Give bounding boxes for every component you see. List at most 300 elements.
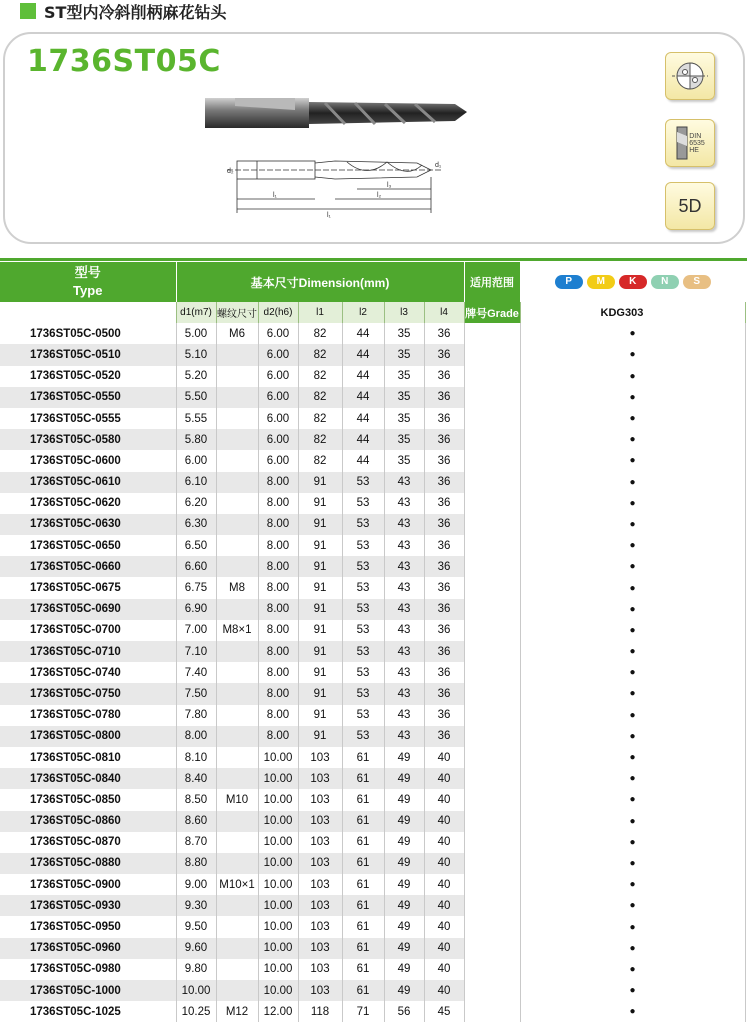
table-row (0, 556, 745, 577)
l2-cell: 53 (342, 556, 384, 577)
d1-cell: 9.30 (176, 895, 216, 916)
model-code: 1736ST05C (27, 44, 221, 79)
thread-cell (216, 853, 258, 874)
type-cell: 1736ST05C-1025 (0, 1001, 176, 1022)
thread-cell: M8 (216, 577, 258, 598)
d1-cell: 6.90 (176, 599, 216, 620)
l2-cell: 61 (342, 895, 384, 916)
thread-cell (216, 387, 258, 408)
grade-mark-cell: ● (520, 683, 745, 704)
l3-cell: 35 (384, 429, 424, 450)
grade-mark-cell: ● (520, 408, 745, 429)
grade-mark-cell: ● (520, 366, 745, 387)
type-cell: 1736ST05C-0510 (0, 344, 176, 365)
thread-cell: M6 (216, 323, 258, 344)
application-blank-cell (464, 959, 520, 980)
l1-cell: 91 (298, 535, 342, 556)
svg-text:l₂: l₂ (377, 192, 382, 199)
l1-cell: 82 (298, 450, 342, 471)
type-cell: 1736ST05C-0690 (0, 599, 176, 620)
din-shank-icon (665, 119, 715, 167)
col-thread: 螺纹尺寸 (216, 302, 258, 323)
grade-mark-cell: ● (520, 747, 745, 768)
application-blank-cell (464, 705, 520, 726)
grade-mark-cell: ● (520, 726, 745, 747)
l3-cell: 49 (384, 747, 424, 768)
l4-cell: 36 (424, 366, 464, 387)
application-blank-cell (464, 768, 520, 789)
table-row (0, 344, 745, 365)
l1-cell: 91 (298, 641, 342, 662)
l3-cell: 35 (384, 366, 424, 387)
d1-cell: 9.80 (176, 959, 216, 980)
d2-cell: 10.00 (258, 938, 298, 959)
table-row (0, 662, 745, 683)
d1-cell: 6.20 (176, 493, 216, 514)
type-cell: 1736ST05C-0580 (0, 429, 176, 450)
l3-cell: 49 (384, 811, 424, 832)
grade-label: 牌号Grade (464, 302, 520, 323)
grade-mark-cell: ● (520, 514, 745, 535)
table-row (0, 599, 745, 620)
type-cell: 1736ST05C-0750 (0, 683, 176, 704)
l3-cell: 35 (384, 408, 424, 429)
l4-cell: 36 (424, 514, 464, 535)
application-blank-cell (464, 916, 520, 937)
d1-cell: 10.25 (176, 1001, 216, 1022)
thread-cell (216, 726, 258, 747)
application-blank-cell (464, 429, 520, 450)
col-l1: l1 (298, 302, 342, 323)
l2-cell: 61 (342, 938, 384, 959)
d2-cell: 10.00 (258, 874, 298, 895)
d2-cell: 6.00 (258, 387, 298, 408)
application-blank-cell (464, 789, 520, 810)
column-header-row (0, 302, 745, 323)
type-cell: 1736ST05C-0500 (0, 323, 176, 344)
din-suffix: HE (689, 146, 699, 154)
spec-table (0, 262, 746, 1022)
d2-cell: 10.00 (258, 811, 298, 832)
d2-cell: 8.00 (258, 641, 298, 662)
l2-cell: 53 (342, 705, 384, 726)
type-subheader-blank (0, 302, 176, 323)
l4-cell: 40 (424, 874, 464, 895)
l2-cell: 61 (342, 980, 384, 1001)
thread-cell (216, 408, 258, 429)
d1-cell: 6.60 (176, 556, 216, 577)
material-pill-m: M (587, 275, 615, 289)
type-cell: 1736ST05C-0610 (0, 472, 176, 493)
type-cell: 1736ST05C-0880 (0, 853, 176, 874)
l1-cell: 91 (298, 472, 342, 493)
grade-mark-cell: ● (520, 450, 745, 471)
l2-cell: 61 (342, 747, 384, 768)
type-cell: 1736ST05C-0620 (0, 493, 176, 514)
l4-cell: 36 (424, 472, 464, 493)
l2-cell: 61 (342, 874, 384, 895)
type-cell: 1736ST05C-0800 (0, 726, 176, 747)
application-blank-cell (464, 895, 520, 916)
type-cell: 1736ST05C-0840 (0, 768, 176, 789)
d1-cell: 7.10 (176, 641, 216, 662)
l3-cell: 43 (384, 577, 424, 598)
five-d-length-icon (665, 182, 715, 230)
table-row (0, 450, 745, 471)
l1-cell: 103 (298, 895, 342, 916)
table-row (0, 387, 745, 408)
thread-cell (216, 959, 258, 980)
application-blank-cell (464, 344, 520, 365)
type-cell: 1736ST05C-0850 (0, 789, 176, 810)
thread-cell (216, 450, 258, 471)
l2-cell: 53 (342, 641, 384, 662)
table-row (0, 429, 745, 450)
l4-cell: 40 (424, 938, 464, 959)
grade-mark-cell: ● (520, 493, 745, 514)
table-row (0, 832, 745, 853)
l1-cell: 91 (298, 726, 342, 747)
dimension-header: 基本尺寸Dimension(mm) (176, 262, 464, 302)
l3-cell: 49 (384, 789, 424, 810)
table-row (0, 577, 745, 598)
table-row (0, 620, 745, 641)
application-blank-cell (464, 599, 520, 620)
application-blank-cell (464, 874, 520, 895)
d1-cell: 8.10 (176, 747, 216, 768)
table-row (0, 789, 745, 810)
d2-cell: 8.00 (258, 493, 298, 514)
application-blank-cell (464, 493, 520, 514)
d2-cell: 8.00 (258, 577, 298, 598)
d2-cell: 10.00 (258, 789, 298, 810)
table-row (0, 323, 745, 344)
d2-cell: 10.00 (258, 916, 298, 937)
l1-cell: 91 (298, 620, 342, 641)
table-row (0, 768, 745, 789)
d1-cell: 5.10 (176, 344, 216, 365)
table-row (0, 959, 745, 980)
l1-cell: 91 (298, 556, 342, 577)
type-cell: 1736ST05C-0660 (0, 556, 176, 577)
d2-cell: 8.00 (258, 514, 298, 535)
thread-cell (216, 747, 258, 768)
grade-mark-cell: ● (520, 811, 745, 832)
application-header: 适用范围 (464, 262, 520, 302)
header-row (0, 262, 745, 302)
l1-cell: 91 (298, 662, 342, 683)
col-l4: l4 (424, 302, 464, 323)
application-blank-cell (464, 938, 520, 959)
l1-cell: 91 (298, 493, 342, 514)
application-blank-cell (464, 535, 520, 556)
l2-cell: 71 (342, 1001, 384, 1022)
l4-cell: 40 (424, 895, 464, 916)
page-title: ST型内冷斜削柄麻花钻头 (44, 2, 227, 22)
thread-cell: M10 (216, 789, 258, 810)
table-row (0, 747, 745, 768)
type-cell: 1736ST05C-0600 (0, 450, 176, 471)
application-blank-cell (464, 514, 520, 535)
table-row (0, 853, 745, 874)
din-number: 6535 (689, 139, 705, 147)
application-blank-cell (464, 980, 520, 1001)
l3-cell: 43 (384, 662, 424, 683)
l1-cell: 82 (298, 387, 342, 408)
product-panel (3, 32, 745, 244)
thread-cell: M10×1 (216, 874, 258, 895)
svg-text:l₃: l₃ (387, 182, 392, 189)
l3-cell: 43 (384, 683, 424, 704)
type-cell: 1736ST05C-0520 (0, 366, 176, 387)
l1-cell: 103 (298, 747, 342, 768)
material-pill-s: S (683, 275, 711, 289)
thread-cell: M12 (216, 1001, 258, 1022)
application-blank-cell (464, 387, 520, 408)
thread-cell (216, 832, 258, 853)
l4-cell: 36 (424, 641, 464, 662)
svg-text:d₂: d₂ (227, 168, 234, 175)
type-cell: 1736ST05C-0810 (0, 747, 176, 768)
d2-cell: 10.00 (258, 768, 298, 789)
thread-cell (216, 705, 258, 726)
material-pills (520, 262, 745, 302)
type-cell: 1736ST05C-0930 (0, 895, 176, 916)
grade-mark-cell: ● (520, 768, 745, 789)
d1-cell: 8.60 (176, 811, 216, 832)
l3-cell: 49 (384, 980, 424, 1001)
thread-cell (216, 344, 258, 365)
d1-cell: 5.00 (176, 323, 216, 344)
grade-mark-cell: ● (520, 535, 745, 556)
l2-cell: 53 (342, 493, 384, 514)
grade-mark-cell: ● (520, 472, 745, 493)
application-blank-cell (464, 620, 520, 641)
l4-cell: 36 (424, 344, 464, 365)
d2-cell: 10.00 (258, 832, 298, 853)
l4-cell: 36 (424, 408, 464, 429)
l4-cell: 36 (424, 535, 464, 556)
grade-mark-cell: ● (520, 895, 745, 916)
l3-cell: 35 (384, 387, 424, 408)
grade-mark-cell: ● (520, 980, 745, 1001)
l2-cell: 61 (342, 768, 384, 789)
l1-cell: 91 (298, 599, 342, 620)
l3-cell: 56 (384, 1001, 424, 1022)
d1-cell: 8.40 (176, 768, 216, 789)
l4-cell: 40 (424, 832, 464, 853)
grade-mark-cell: ● (520, 938, 745, 959)
type-cell: 1736ST05C-0700 (0, 620, 176, 641)
type-cell: 1736ST05C-0675 (0, 577, 176, 598)
d2-cell: 8.00 (258, 599, 298, 620)
d2-cell: 12.00 (258, 1001, 298, 1022)
l3-cell: 49 (384, 853, 424, 874)
l4-cell: 36 (424, 577, 464, 598)
l3-cell: 35 (384, 323, 424, 344)
d2-cell: 6.00 (258, 323, 298, 344)
type-cell: 1736ST05C-0860 (0, 811, 176, 832)
type-cell: 1736ST05C-0870 (0, 832, 176, 853)
svg-text:l₁: l₁ (327, 212, 331, 219)
d2-cell: 8.00 (258, 472, 298, 493)
grade-mark-cell: ● (520, 916, 745, 937)
d2-cell: 8.00 (258, 705, 298, 726)
l2-cell: 61 (342, 789, 384, 810)
l1-cell: 82 (298, 408, 342, 429)
l3-cell: 43 (384, 472, 424, 493)
application-blank-cell (464, 683, 520, 704)
material-pill-n: N (651, 275, 679, 289)
l2-cell: 61 (342, 832, 384, 853)
l1-cell: 103 (298, 874, 342, 895)
svg-text:l₁: l₁ (273, 192, 277, 199)
application-blank-cell (464, 811, 520, 832)
l4-cell: 36 (424, 556, 464, 577)
d2-cell: 10.00 (258, 747, 298, 768)
table-row (0, 683, 745, 704)
l1-cell: 82 (298, 429, 342, 450)
table-row (0, 641, 745, 662)
application-blank-cell (464, 662, 520, 683)
l4-cell: 40 (424, 789, 464, 810)
l4-cell: 40 (424, 916, 464, 937)
d2-cell: 6.00 (258, 450, 298, 471)
l1-cell: 91 (298, 683, 342, 704)
col-d1: d1(m7) (176, 302, 216, 323)
grade-mark-cell: ● (520, 599, 745, 620)
type-cell: 1736ST05C-0900 (0, 874, 176, 895)
type-cell: 1736ST05C-0950 (0, 916, 176, 937)
grade-mark-cell: ● (520, 705, 745, 726)
table-row (0, 535, 745, 556)
thread-cell (216, 683, 258, 704)
drill-photo-icon (205, 94, 475, 134)
table-row (0, 1001, 745, 1022)
l4-cell: 36 (424, 387, 464, 408)
thread-cell (216, 641, 258, 662)
l2-cell: 53 (342, 535, 384, 556)
d2-cell: 8.00 (258, 662, 298, 683)
l1-cell: 103 (298, 832, 342, 853)
thread-cell (216, 895, 258, 916)
d2-cell: 8.00 (258, 620, 298, 641)
d1-cell: 6.50 (176, 535, 216, 556)
l4-cell: 45 (424, 1001, 464, 1022)
type-header (0, 262, 176, 302)
d1-cell: 6.30 (176, 514, 216, 535)
l1-cell: 103 (298, 980, 342, 1001)
l2-cell: 44 (342, 408, 384, 429)
l3-cell: 49 (384, 768, 424, 789)
d1-cell: 5.20 (176, 366, 216, 387)
grade-mark-cell: ● (520, 789, 745, 810)
l1-cell: 91 (298, 514, 342, 535)
d1-cell: 6.00 (176, 450, 216, 471)
type-header-cn: 型号 (74, 265, 101, 280)
d2-cell: 10.00 (258, 853, 298, 874)
thread-cell (216, 514, 258, 535)
table-row (0, 366, 745, 387)
l4-cell: 40 (424, 980, 464, 1001)
l1-cell: 82 (298, 366, 342, 387)
l2-cell: 53 (342, 514, 384, 535)
l3-cell: 35 (384, 344, 424, 365)
l2-cell: 44 (342, 366, 384, 387)
thread-cell (216, 535, 258, 556)
l4-cell: 36 (424, 620, 464, 641)
application-blank-cell (464, 1001, 520, 1022)
grade-mark-cell: ● (520, 874, 745, 895)
d1-cell: 7.50 (176, 683, 216, 704)
d2-cell: 6.00 (258, 366, 298, 387)
d1-cell: 5.50 (176, 387, 216, 408)
d1-cell: 9.00 (176, 874, 216, 895)
l1-cell: 118 (298, 1001, 342, 1022)
type-cell: 1736ST05C-1000 (0, 980, 176, 1001)
l2-cell: 53 (342, 599, 384, 620)
l3-cell: 49 (384, 916, 424, 937)
thread-cell (216, 916, 258, 937)
thread-cell (216, 599, 258, 620)
l2-cell: 61 (342, 916, 384, 937)
l2-cell: 44 (342, 429, 384, 450)
d1-cell: 7.40 (176, 662, 216, 683)
l4-cell: 36 (424, 599, 464, 620)
d1-cell: 8.70 (176, 832, 216, 853)
d1-cell: 10.00 (176, 980, 216, 1001)
application-blank-cell (464, 853, 520, 874)
l4-cell: 40 (424, 811, 464, 832)
d1-cell: 8.80 (176, 853, 216, 874)
grade-mark-cell: ● (520, 853, 745, 874)
l4-cell: 36 (424, 429, 464, 450)
type-cell: 1736ST05C-0650 (0, 535, 176, 556)
l2-cell: 61 (342, 811, 384, 832)
l1-cell: 82 (298, 323, 342, 344)
l4-cell: 40 (424, 747, 464, 768)
l4-cell: 36 (424, 662, 464, 683)
l3-cell: 43 (384, 705, 424, 726)
application-blank-cell (464, 747, 520, 768)
table-row (0, 472, 745, 493)
l3-cell: 43 (384, 726, 424, 747)
application-blank-cell (464, 366, 520, 387)
application-blank-cell (464, 408, 520, 429)
grade-mark-cell: ● (520, 429, 745, 450)
application-blank-cell (464, 832, 520, 853)
grade-mark-cell: ● (520, 1001, 745, 1022)
l3-cell: 35 (384, 450, 424, 471)
type-header-en: Type (73, 283, 103, 298)
l2-cell: 44 (342, 344, 384, 365)
d1-cell: 6.10 (176, 472, 216, 493)
l3-cell: 49 (384, 895, 424, 916)
col-l2: l2 (342, 302, 384, 323)
application-blank-cell (464, 726, 520, 747)
grade-mark-cell: ● (520, 323, 745, 344)
thread-cell (216, 429, 258, 450)
d2-cell: 10.00 (258, 959, 298, 980)
five-d-label: 5D (678, 195, 702, 216)
thread-cell (216, 493, 258, 514)
table-row (0, 980, 745, 1001)
d1-cell: 8.50 (176, 789, 216, 810)
thread-cell (216, 366, 258, 387)
application-blank-cell (464, 323, 520, 344)
material-pill-p: P (555, 275, 583, 289)
l2-cell: 61 (342, 853, 384, 874)
